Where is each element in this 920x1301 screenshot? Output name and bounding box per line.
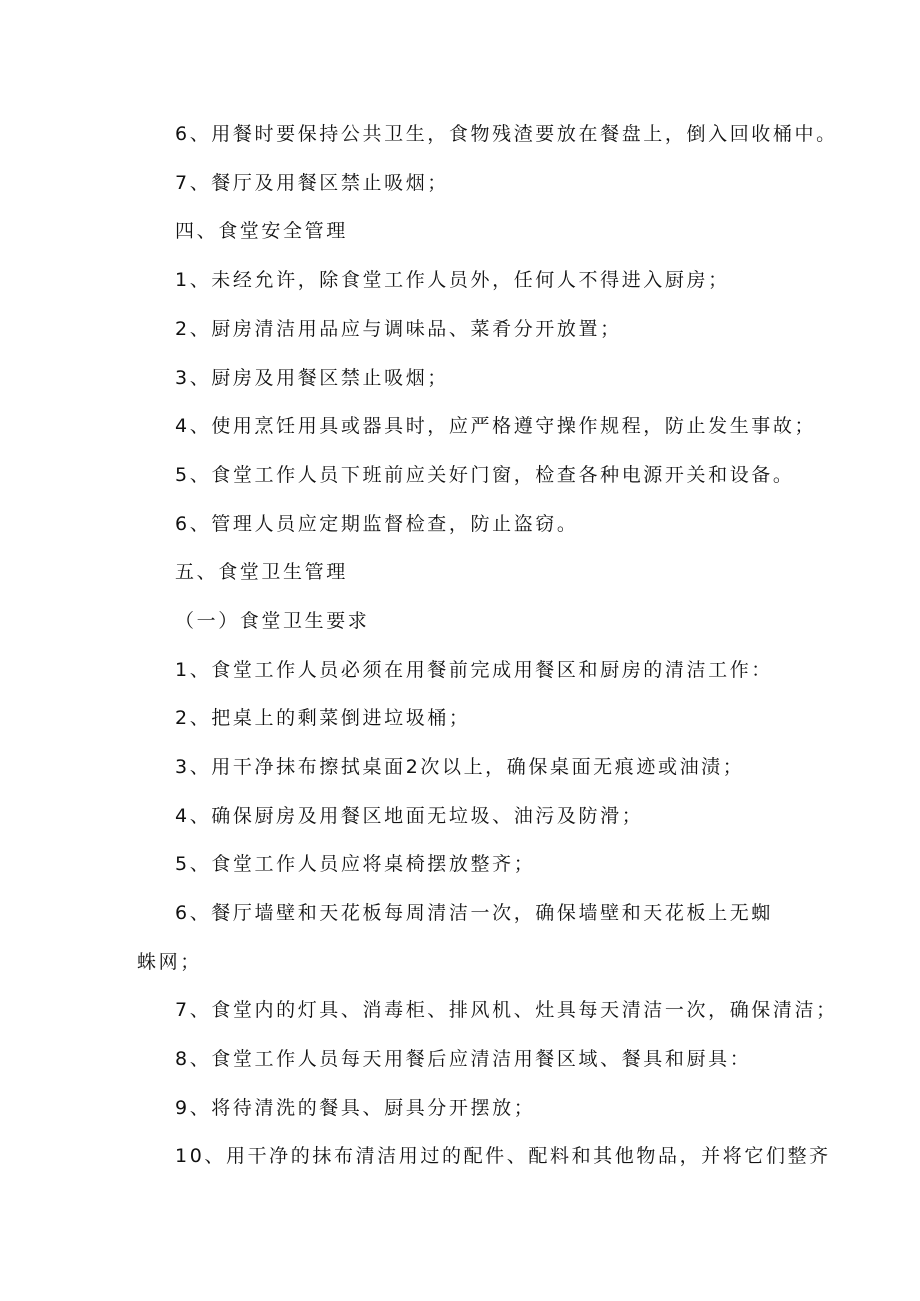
- text-line: 5、食堂工作人员下班前应关好门窗，检查各种电源开关和设备。: [175, 464, 795, 486]
- text-line: 7、食堂内的灯具、消毒柜、排风机、灶具每天清洁一次，确保清洁；: [175, 999, 838, 1021]
- text-line: 2、厨房清洁用品应与调味品、菜肴分开放置；: [175, 318, 622, 340]
- text-line: 2、把桌上的剩菜倒进垃圾桶；: [175, 707, 471, 729]
- text-line: 10、用干净的抹布清洁用过的配件、配料和其他物品，并将它们整齐: [175, 1145, 831, 1167]
- text-line: 5、食堂工作人员应将桌椅摆放整齐；: [175, 853, 536, 875]
- text-line: 4、确保厨房及用餐区地面无垃圾、油污及防滑；: [175, 805, 644, 827]
- section-heading: 五、食堂卫生管理: [175, 561, 348, 583]
- text-line: 6、管理人员应定期监督检查，防止盗窃。: [175, 513, 579, 535]
- text-line: 3、用干净抹布擦拭桌面2次以上，确保桌面无痕迹或油渍；: [175, 756, 745, 778]
- text-line: 9、将待清洗的餐具、厨具分开摆放；: [175, 1097, 536, 1119]
- text-line: 1、食堂工作人员必须在用餐前完成用餐区和厨房的清洁工作：: [175, 659, 773, 681]
- text-line: 3、厨房及用餐区禁止吸烟；: [175, 367, 449, 389]
- text-line: 8、食堂工作人员每天用餐后应清洁用餐区域、餐具和厨具：: [175, 1048, 752, 1070]
- text-line: 6、用餐时要保持公共卫生，食物残渣要放在餐盘上，倒入回收桶中。: [175, 123, 838, 145]
- subsection-heading: （一）食堂卫生要求: [175, 610, 370, 632]
- text-line: 1、未经允许，除食堂工作人员外，任何人不得进入厨房；: [175, 269, 730, 291]
- text-line: 6、餐厅墙壁和天花板每周清洁一次，确保墙壁和天花板上无蜘: [175, 902, 773, 924]
- text-line: 7、餐厅及用餐区禁止吸烟；: [175, 172, 449, 194]
- text-line: 4、使用烹饪用具或器具时，应严格遵守操作规程，防止发生事故；: [175, 415, 817, 437]
- text-line-continuation: 蛛网；: [137, 951, 202, 973]
- section-heading: 四、食堂安全管理: [175, 220, 348, 242]
